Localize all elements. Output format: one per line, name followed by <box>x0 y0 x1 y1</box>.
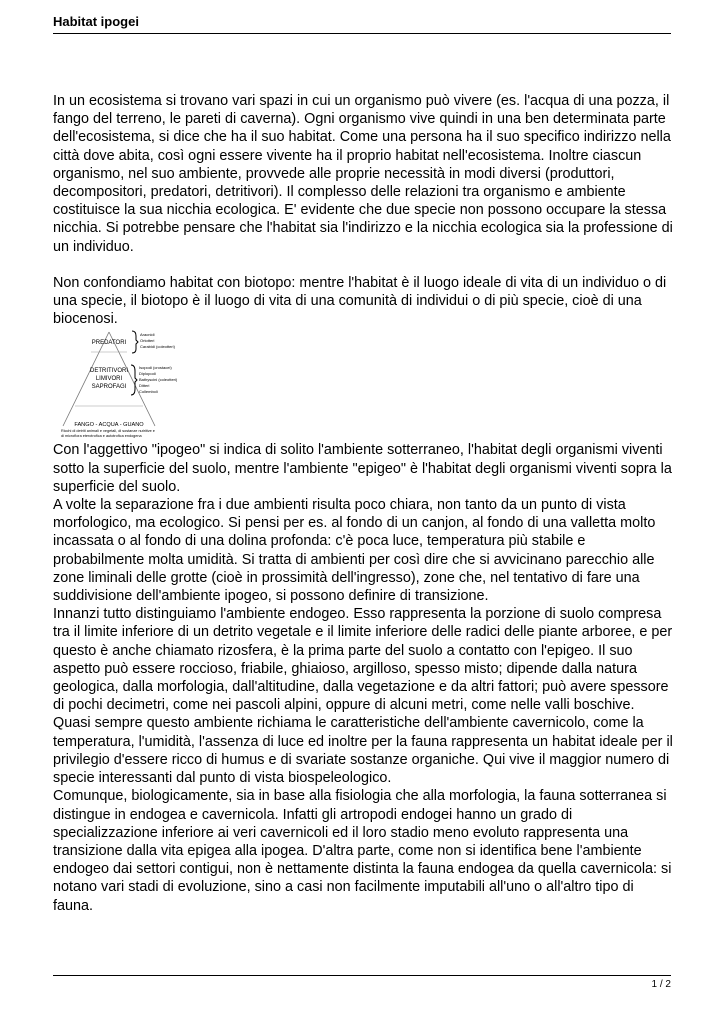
paragraph: Quasi sempre questo ambiente richiama le caratteristiche dell'ambiente cavernicolo, come la temperatura, l'umidità, l'assenza di luce ed inoltre per la fauna rappresenta un habitat ideale per il privilegio d'essere ricco di humus e di svariate sostanze organiche. Qui vive il maggior numero di specie interessanti dal punto di vista biospeleologico. <box>53 715 673 787</box>
list-item-aracnidi: Aracnidi <box>140 332 155 338</box>
paragraph: Innanzi tutto distinguiamo l'ambiente endogeo. Esso rappresenta la porzione di suolo compresa tra il limite inferiore di un detrito vegetale e il limite inferiore delle radici delle piante arboree, e per questo è anche chiamato rizosfera, è la prima parte del suolo a contatto con l'epigeo. Il suo aspetto può essere roccioso, friabile, ghiaioso, argilloso, spesso misto; dipende dalla natura geologica, dalla morfologia, dall'altitudine, dalla vegetazione e da altri fattori; può avere spessore di pochi decimetri, come nei pascoli alpini, oppure di alcuni metri, come nelle valli boschive. <box>53 606 673 714</box>
paragraph: A volte la separazione fra i due ambienti risulta poco chiara, non tanto da un punto di vista morfologico, ma ecologico. Si pensi per es. al fondo di un canjon, al fondo di una valletta molto incassata o al fondo di una dolina profonda: c'è poca luce, temperatura più stabile e probabilmente molta umidità. Si tratta di ambienti per così dire che si avvicinano parecchio alle zone liminali delle grotte (cioè in prossimità dell'ingresso), zone che, nel tentativo di fare una suddivisione dell'ambiente ipogeo, si possono definire di transizione. <box>53 497 656 605</box>
list-item-isopodi: Isopodi (crostacei) <box>139 365 172 371</box>
document-body <box>53 92 673 915</box>
label-detritivori: DETRITIVORI <box>89 368 129 375</box>
list-item-ortotteri: Ortotteri <box>140 338 155 344</box>
list-item-carabidi: Carabidi (coleotteri) <box>140 344 175 350</box>
paragraph: Con l'aggettivo "ipogeo" si indica di solito l'ambiente sotterraneo, l'habitat degli organismi viventi sotto la superficie del suolo, mentre l'ambiente "epigeo" è l'habitat degli organismi viventi sopra la superficie del suolo. <box>53 442 672 495</box>
food-pyramid-figure <box>59 329 189 441</box>
list-item-bathyscini: Bathyscini (coleotteri) <box>139 377 178 383</box>
list-item-collemboli: Collemboli <box>139 389 158 395</box>
list-item-ditteri: Ditteri <box>139 383 150 389</box>
label-base: FANGO - ACQUA - GUANO <box>74 422 144 429</box>
brace-top <box>132 331 138 353</box>
paragraph: Non confondiamo habitat con biotopo: mentre l'habitat è il luogo ideale di vita di un individuo o di una specie, il biotopo è il luogo di vita di una comunità di individui o di più specie, cioè di una biocenosi. <box>53 274 667 328</box>
food-pyramid-diagram <box>59 329 189 441</box>
figure-caption-line: Ricchi di detriti animali e vegetali, di sostanze nutritive e <box>61 429 155 434</box>
paragraph: In un ecosistema si trovano vari spazi in cui un organismo può vivere (es. l'acqua di una pozza, il fango del terreno, le pareti di caverna). Ogni organismo vive quindi in una ben determinata parte dell'ecosistema, si dice che ha il suo habitat. Come una persona ha il suo specifico indirizzo nella città dove abita, così ogni essere vivente ha il proprio habitat nell'ecosistema. Inoltre ciascun organismo, nel suo ambiente, provvede alle proprie necessità in modi diversi (produttori, decompositori, predatori, detritivori). Il complesso delle relazioni tra organismo e ambiente costituisce la sua nicchia ecologica. E' evidente che due specie non possono occupare la stessa nicchia. Si potrebbe pensare che l'habitat sia l'indirizzo e la nicchia ecologica sia la professione di un individuo. <box>53 93 673 255</box>
paragraph: Comunque, biologicamente, sia in base alla fisiologia che alla morfologia, la fauna sotterranea si distingue in endogea e cavernicola. Infatti gli artropodi endogei hanno un grado di specializzazione inferiore ai veri cavernicoli ed il loro stadio meno evoluto rappresenta una transizione dalla vita epigea alla ipogea. D'altra parte, come non si identifica bene l'ambiente endogeo dai settori contigui, non è nettamente distinta la fauna endogea da quella cavernicola: si notano vari stadi di evoluzione, sino a casi non facilmente imputabili all'uno o all'altro tipo di fauna. <box>53 788 672 914</box>
footer-divider <box>53 975 671 976</box>
page-number: 1 / 2 <box>651 979 671 990</box>
label-limivori: LIMIVORI <box>95 376 123 383</box>
page-header-title: Habitat ipogei <box>53 14 671 34</box>
list-item-diplopodi: Diplopodi <box>139 371 156 377</box>
brace-mid <box>131 365 137 395</box>
label-predatori: PREDATORI <box>91 340 127 347</box>
paragraph-spacer <box>53 256 673 274</box>
figure-caption-line: di microflora eterotrofica e autotrofica endogena <box>61 434 142 439</box>
label-saprofagi: SAPROFAGI <box>91 384 127 391</box>
